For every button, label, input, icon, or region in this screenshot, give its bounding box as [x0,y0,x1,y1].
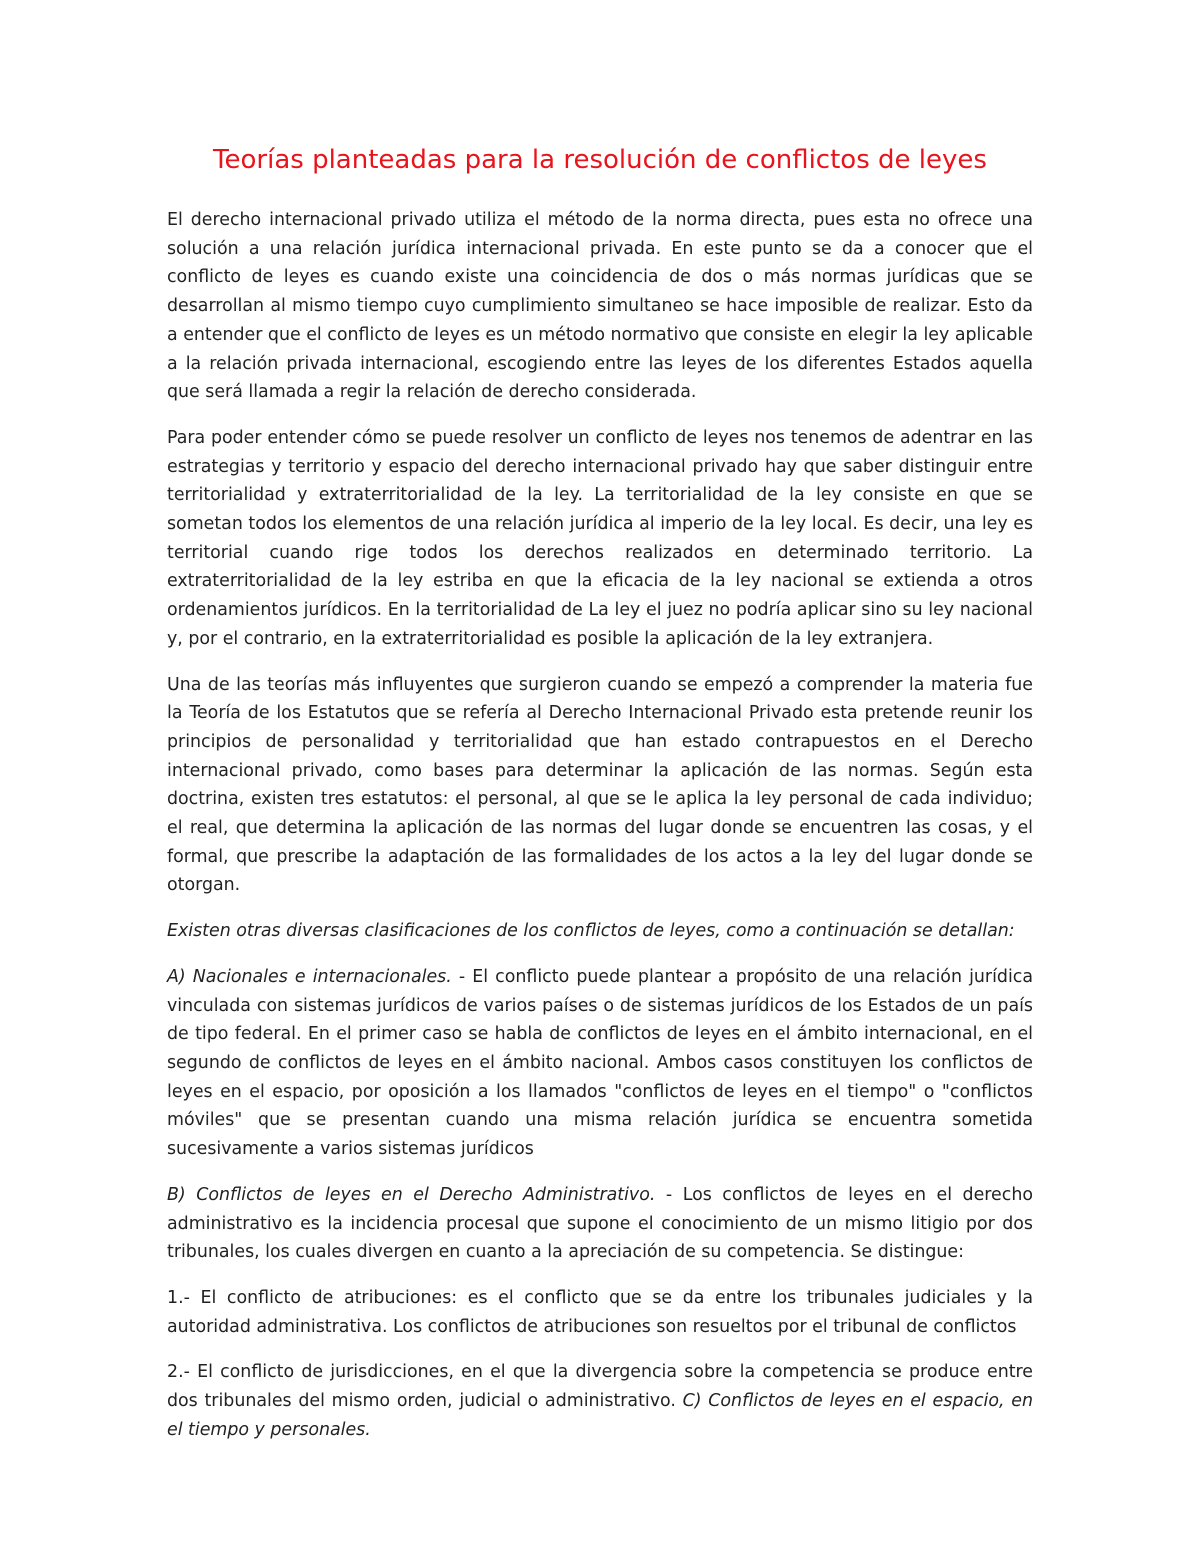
paragraph-intro: El derecho internacional privado utiliza el método de la norma directa, pues esta no ofrece una solución a una relación jurídica internacional privada. En este punto se da a conocer que el conflicto de leyes es cuando existe una coincidencia de dos o más normas jurídicas que se desarrollan al mismo tiempo cuyo cumplimiento simultaneo se hace imposible de realizar. Esto da a entender que el conflicto de leyes es un método normativo que consiste en elegir la ley aplicable a la relación privada internacional, escogiendo entre las leyes de los diferentes Estados aquella que será llamada a regir la relación de derecho considerada. [167,210,1033,403]
paragraph-statutes-theory: Una de las teorías más influyentes que surgieron cuando se empezó a comprender la materia fue la Teoría de los Estatutos que se refería al Derecho Internacional Privado esta pretende reunir los principios de personalidad y territorialidad que han estado contrapuestos en el Derecho internacional privado, como bases para determinar la aplicación de las normas. Según esta doctrina, existen tres estatutos: el personal, al que se le aplica la ley personal de cada individuo; el real, que determina la aplicación de las normas del lugar donde se encuentren las cosas, y el formal, que prescribe la adaptación de las formalidades de los actos a la ley del lugar donde se otorgan. [167,674,1033,896]
section-a-heading: A) Nacionales e internacionales. [167,966,452,987]
document-page [167,140,1033,1461]
paragraph-a-national-international [167,963,1033,1164]
paragraph-classifications-intro: Existen otras diversas clasificaciones de los conflictos de leyes, como a continuación se detallan: [167,921,1015,942]
paragraph-territoriality: Para poder entender cómo se puede resolver un conflicto de leyes nos tenemos de adentrar en las estrategias y territorio y espacio del derecho internacional privado hay que saber distinguir entre territorialidad y extraterritorialidad de la ley. La territorialidad de la ley consiste en que se sometan todos los elementos de una relación jurídica al imperio de la ley local. Es decir, una ley es territorial cuando rige todos los derechos realizados en determinado territorio. La extraterritorialidad de la ley estriba en que la eficacia de la ley nacional se extienda a otros ordenamientos jurídicos. En la territorialidad de La ley el juez no podría aplicar sino su ley nacional y, por el contrario, en la extraterritorialidad es posible la aplicación de la ley extranjera. [167,427,1033,649]
item-2-body: 2.- El conflicto de jurisdicciones, en el que la divergencia sobre la competencia se produce entre dos tribunales del mismo orden, judicial o administrativo. [167,1362,1033,1412]
section-b-heading: B) Conflictos de leyes en el Derecho Administrativo. [167,1184,656,1205]
section-a-body: - El conflicto puede plantear a propósito de una relación jurídica vinculada con sistemas jurídicos de varios países o de sistemas jurídicos de los Estados de un país de tipo federal. En el primer caso se habla de conflictos de leyes en el ámbito internacional, en el segundo de conflictos de leyes en el ámbito nacional. Ambos casos constituyen los conflictos de leyes en el espacio, por oposición a los llamados "conflictos de leyes en el tiempo" o "conflictos móviles" que se presentan cuando una misma relación jurídica se encuentra sometida sucesivamente a varios sistemas jurídicos [167,966,1034,1160]
document-title: Teorías planteadas para la resolución de conflictos de leyes [213,145,987,175]
section-b-body: - Los conflictos de leyes en el derecho administrativo es la incidencia procesal que supone el conocimiento de un mismo litigio por dos tribunales, los cuales divergen en cuanto a la apreciación de su competencia. Se distingue: [167,1184,1033,1263]
paragraph-b-administrative [167,1181,1033,1267]
section-c-heading: C) Conflictos de leyes en el espacio, en el tiempo y personales. [167,1391,1033,1440]
paragraph-item-2 [167,1358,1033,1444]
paragraph-item-1: 1.- El conflicto de atribuciones: es el conflicto que se da entre los tribunales judiciales y la autoridad administrativa. Los conflictos de atribuciones son resueltos por el tribunal de conflictos [167,1287,1033,1337]
